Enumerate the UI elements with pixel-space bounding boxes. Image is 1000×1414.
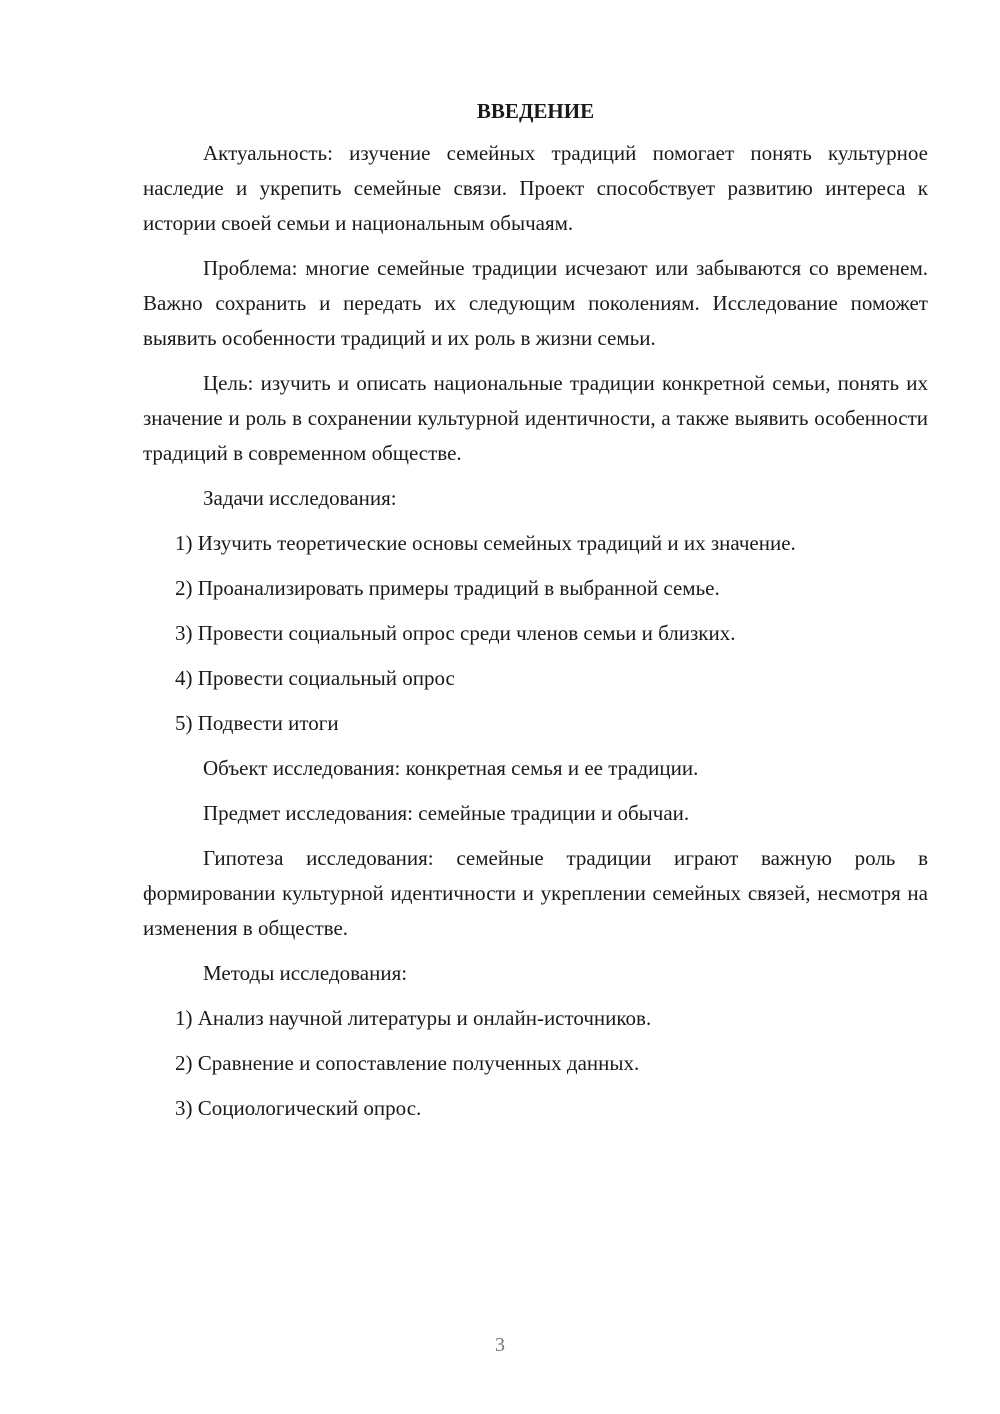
tasks-label: Задачи исследования: [203,486,397,510]
list-item: 1) Изучить теоретические основы семейных традиций и их значение. [175,531,796,555]
research-subject: Предмет исследования: семейные традиции и обычаи. [203,801,690,825]
research-object: Объект исследования: конкретная семья и ее традиции. [203,756,699,780]
problem-paragraph: Проблема: многие семейные традиции исчезают или забываются со временем. Важно сохранить и передать их следующим поколениям. Исследование поможет выявить особенности традиций и их роль в жизни семьи. [143,256,928,350]
page-number: 3 [495,1334,505,1356]
relevance-paragraph: Актуальность: изучение семейных традиций помогает понять культурное наследие и укрепить семейные связи. Проект способствует развитию интереса к истории своей семьи и национальным обычаям. [143,141,928,235]
list-item: 2) Проанализировать примеры традиций в выбранной семье. [175,576,720,600]
goal-paragraph: Цель: изучить и описать национальные традиции конкретной семьи, понять их значение и роль в сохранении культурной идентичности, а также выявить особенности традиций в современном обществе. [143,371,928,465]
list-item: 3) Социологический опрос. [175,1096,422,1120]
list-item: 5) Подвести итоги [175,711,339,735]
hypothesis-paragraph: Гипотеза исследования: семейные традиции играют важную роль в формировании культурной идентичности и укреплении семейных связей, несмотря на изменения в обществе. [143,846,928,940]
methods-label: Методы исследования: [203,961,408,985]
tasks-list [143,526,928,741]
section-heading: ВВЕДЕНИЕ [476,99,595,123]
list-item: 3) Провести социальный опрос среди членов семьи и близких. [175,621,736,645]
list-item: 1) Анализ научной литературы и онлайн-источников. [175,1006,652,1030]
document-page [143,96,928,1136]
methods-list [143,1001,928,1126]
list-item: 2) Сравнение и сопоставление полученных данных. [175,1051,640,1075]
list-item: 4) Провести социальный опрос [175,666,455,690]
